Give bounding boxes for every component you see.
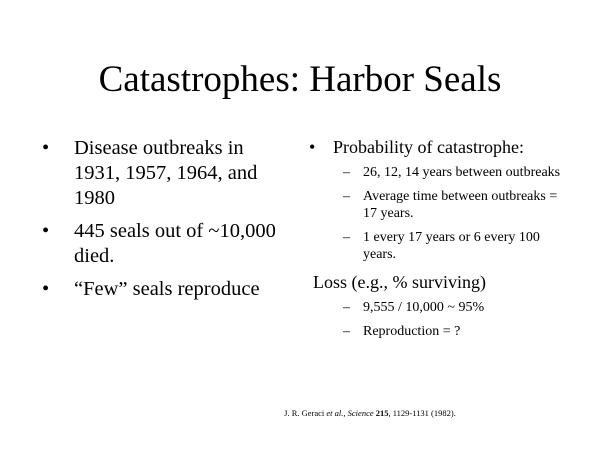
list-item — [38, 219, 288, 269]
dash-icon: – — [343, 300, 350, 315]
probability-sub-list — [303, 164, 573, 263]
list-item — [303, 229, 573, 263]
bullet-icon: • — [42, 137, 50, 159]
citation — [0, 408, 600, 418]
dash-icon: – — [343, 230, 350, 245]
dash-icon: – — [343, 189, 350, 204]
slide-title: Catastrophes: Harbor Seals — [98, 59, 502, 100]
loss-heading: Loss (e.g., % surviving) — [313, 272, 486, 292]
citation-et-al: et al., — [326, 408, 346, 418]
bullet-text: 445 seals out of ~10,000 died. — [74, 220, 276, 267]
sub-text: 9,555 / 10,000 ~ 95% — [363, 300, 485, 315]
bullet-text: Disease outbreaks in 1931, 1957, 1964, and 1980 — [74, 137, 258, 209]
bullet-text: “Few” seals reproduce — [74, 278, 260, 300]
dash-icon: – — [343, 324, 350, 339]
bullet-icon: • — [309, 137, 316, 157]
citation-authors: J. R. Geraci — [284, 408, 327, 418]
list-item — [38, 136, 288, 211]
right-column — [303, 136, 573, 347]
list-item — [303, 164, 573, 181]
loss-sub-list — [303, 299, 573, 340]
left-bullet-list — [38, 136, 288, 310]
probability-heading — [303, 136, 573, 158]
bullet-icon: • — [42, 220, 50, 242]
list-item — [38, 277, 288, 302]
list-item — [303, 323, 573, 340]
sub-text: 26, 12, 14 years between outbreaks — [363, 165, 561, 180]
citation-volume: 215 — [375, 408, 389, 418]
bullet-icon: • — [42, 278, 50, 300]
sub-text: Average time between outbreaks = 17 years. — [363, 189, 558, 221]
list-item — [303, 188, 573, 222]
list-item — [303, 299, 573, 316]
dash-icon: – — [343, 165, 350, 180]
heading-text: Probability of catastrophe: — [333, 137, 524, 157]
sub-text: Reproduction = ? — [363, 324, 461, 339]
citation-journal: Science — [345, 408, 376, 418]
citation-pages: , 1129-1131 (1982). — [388, 408, 456, 418]
sub-text: 1 every 17 years or 6 every 100 years. — [363, 230, 540, 262]
